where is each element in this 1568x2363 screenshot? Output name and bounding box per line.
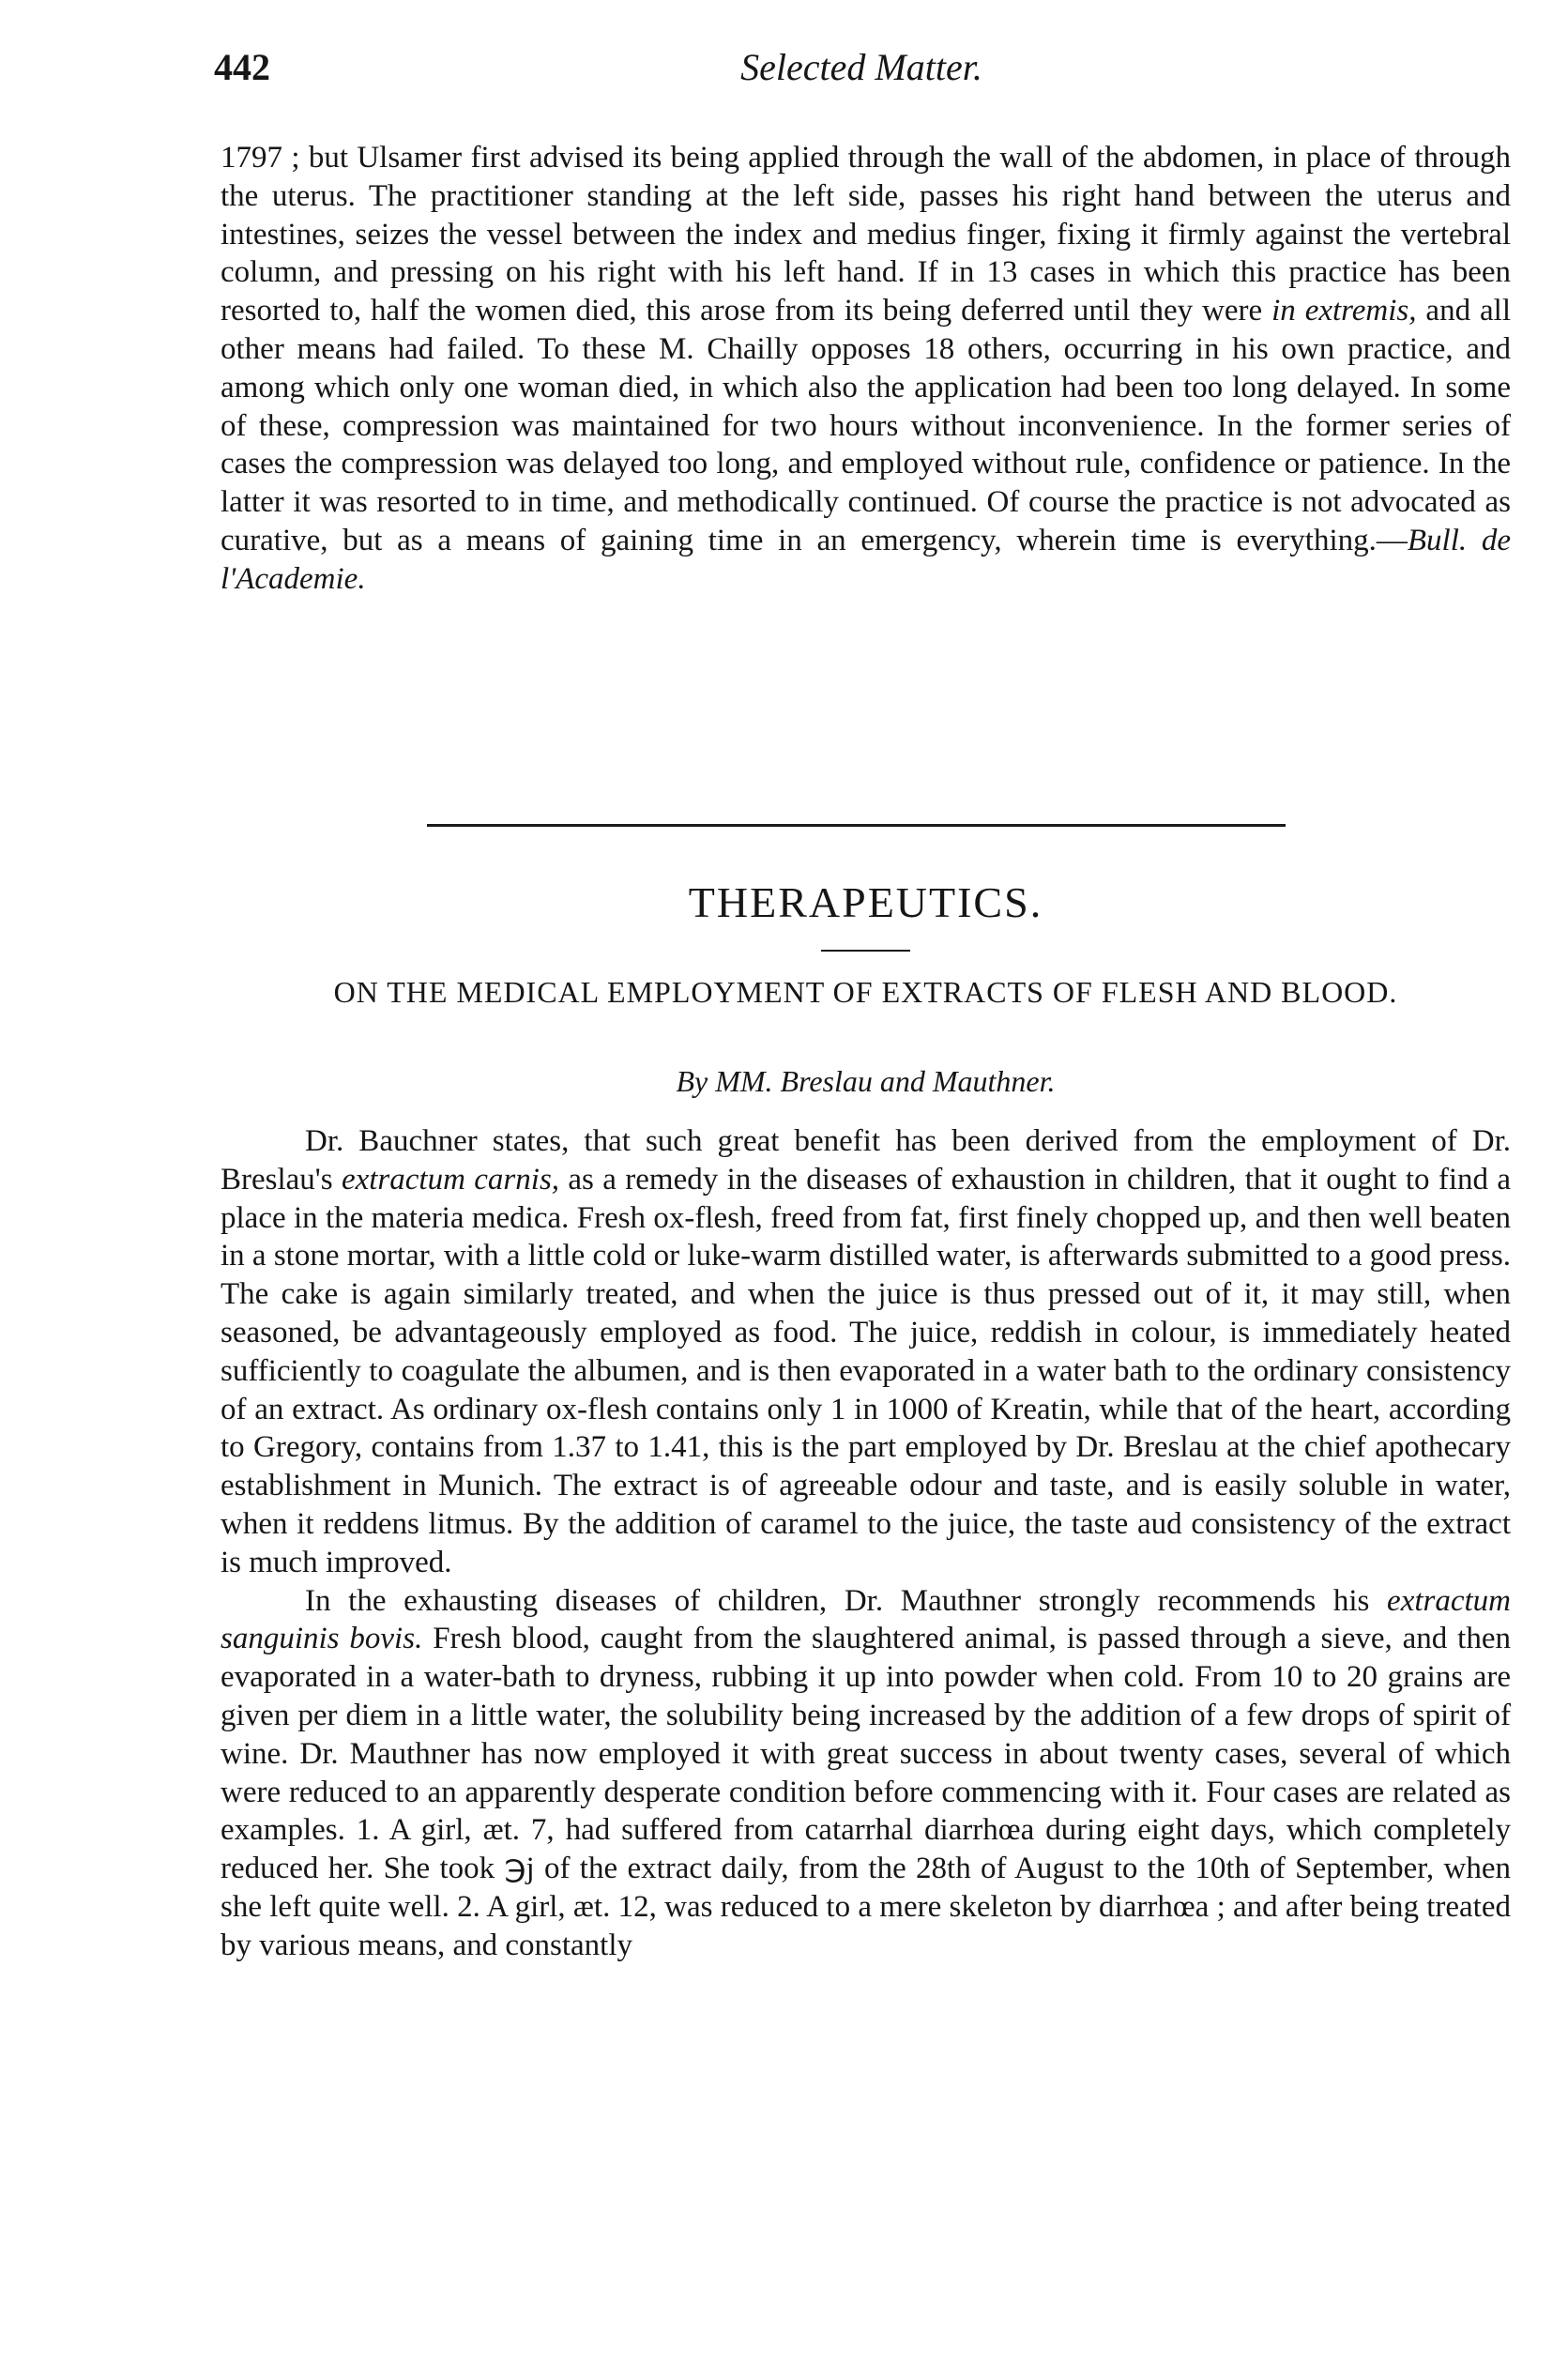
source-citation: Bull. de l'Academie. <box>221 523 1511 596</box>
body-paragraph-2 <box>221 1582 1511 1965</box>
continued-text-a: 1797 ; but Ulsamer first advised its being applied through the wall of the abdomen, in place of through the uterus. The practitioner standing at the left side, passes his right hand between the uterus and intestines, seizes the vessel between the index and medius finger, fixing it firmly against the vertebral column, and pressing on his right with his left hand. If in 13 cases in which this practice has been resorted to, half the women died, this arose from its being deferred until they were <box>221 141 1511 328</box>
running-title: Selected Matter. <box>740 46 982 88</box>
page-number: 442 <box>214 46 270 88</box>
body-paragraph-1 <box>221 1122 1511 1582</box>
section-divider <box>427 824 1286 827</box>
continued-paragraph <box>221 139 1511 599</box>
article-body <box>221 1122 1511 1965</box>
page-header <box>214 45 1509 101</box>
p1-italic: extractum carnis, <box>341 1162 560 1197</box>
title-rule <box>821 950 910 952</box>
section-title: THERAPEUTICS. <box>688 878 1043 926</box>
p2-italic: extractum sanguinis bovis. <box>221 1583 1511 1656</box>
continued-paragraph-block <box>221 139 1511 599</box>
p2-text-b: Fresh blood, caught from the slaughtered animal, is passed through a sieve, and then evaporated in a water-bath to dryness, rubbing it up into powder when cold. From 10 to 20 grains are given per diem in a little water, the solubility being increased by the addition of a few drops of spirit of wine. Dr. Mauthner has now employed it with great success in about twenty cases, several of which were reduced to an apparently desperate condition before commencing with it. Four cases are related as examples. 1. A girl, æt. 7, had suffered from catarrhal diarrhœa during eight days, which completely reduced her. She took ℈j of the extract daily, from the 28th of August to the 10th of September, when she left quite well. 2. A girl, æt. 12, was reduced to a mere skeleton by diarrhœa ; and after being treated by various means, and constantly <box>221 1622 1511 1962</box>
p1-text-a: Dr. Bauchner states, that such great benefit has been derived from the employment of Dr. Breslau's <box>221 1124 1511 1197</box>
article-title: ON THE MEDICAL EMPLOYMENT OF EXTRACTS OF FLESH AND BLOOD. <box>333 975 1398 1009</box>
continued-text-b: and all other means had failed. To these M. Chailly opposes 18 others, occurring in his own practice, and among which only one woman died, in which also the application had been too long delayed. In some of these, compression was maintained for two hours without inconvenience. In the former series of cases the compression was delayed too long, and employed without rule, confidence or patience. In the latter it was resorted to in time, and methodically continued. Of course the practice is not advocated as curative, but as a means of gaining time in an emergency, wherein time is everything.— <box>221 294 1511 557</box>
p2-text-a: In the exhausting diseases of children, Dr. Mauthner strongly recommends his <box>305 1583 1388 1618</box>
italic-phrase: in extremis, <box>1271 294 1417 328</box>
article-byline: By MM. Breslau and Mauthner. <box>676 1064 1056 1098</box>
p1-text-b: as a remedy in the diseases of exhaustion in children, that it ought to find a place in the materia medica. Fresh ox-flesh, freed from fat, first finely chopped up, and then well beaten in a stone mortar, with a little cold or luke-warm distilled water, is afterwards submitted to a good press. The cake is again similarly treated, and when the juice is thus pressed out of it, it may still, when seasoned, be advantageously employed as food. The juice, reddish in colour, is immediately heated sufficiently to coagulate the albumen, and is then evaporated in a water bath to the ordinary consistency of an extract. As ordinary ox-flesh contains only 1 in 1000 of Kreatin, while that of the heart, according to Gregory, contains from 1.37 to 1.41, this is the part employed by Dr. Breslau at the chief apothecary establishment in Munich. The extract is of agreeable odour and taste, and is easily soluble in water, when it reddens litmus. By the addition of caramel to the juice, the taste aud consistency of the extract is much improved. <box>221 1162 1512 1579</box>
